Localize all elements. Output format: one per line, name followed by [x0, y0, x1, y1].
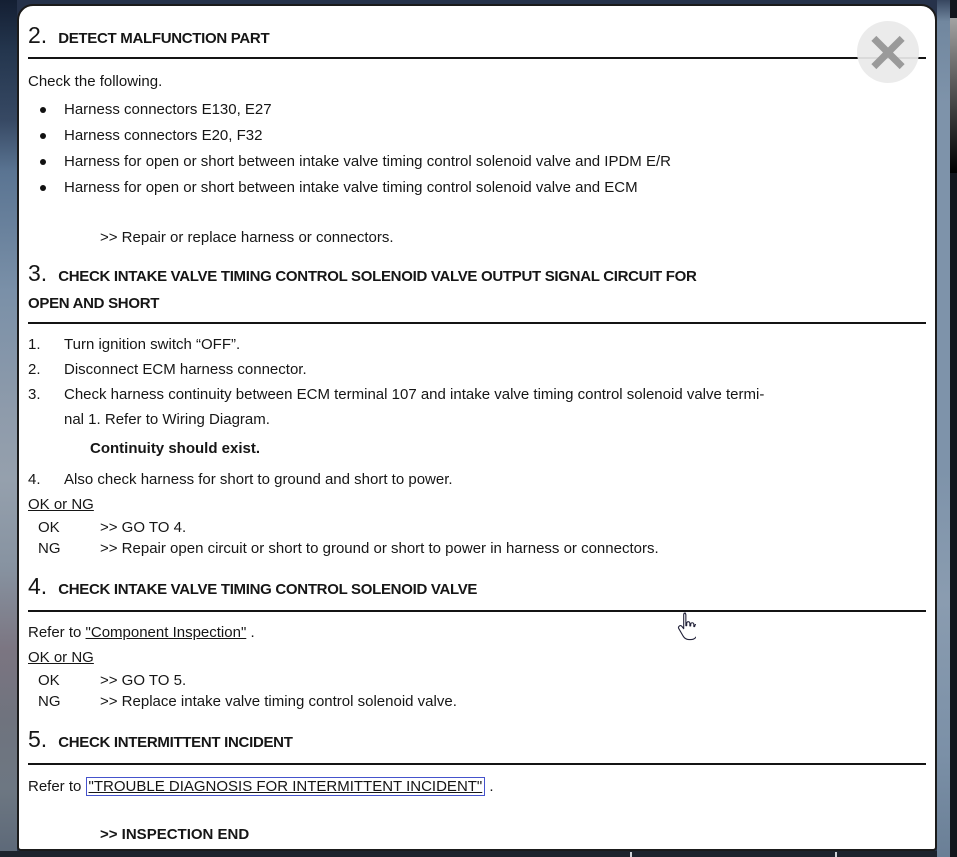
bullet-item: Harness connectors E130, E27 — [28, 97, 926, 123]
step-row — [28, 467, 926, 492]
step-text-line1: Check harness continuity between ECM terminal 107 and intake valve timing control solenoid valve termi- — [64, 386, 765, 403]
service-manual-dialog — [17, 4, 937, 851]
step-number: 2. — [28, 361, 41, 378]
result-label: OK — [38, 672, 60, 689]
section-2-heading — [28, 22, 926, 59]
result-label: OK — [38, 519, 60, 536]
result-text: >> GO TO 5. — [100, 672, 187, 689]
refer-prefix: Refer to — [28, 778, 86, 795]
step-text: Disconnect ECM harness connector. — [64, 361, 307, 378]
step-number: 4. — [28, 471, 41, 488]
result-text: >> Replace intake valve timing control solenoid valve. — [100, 693, 457, 710]
step-row — [28, 357, 926, 382]
result-row-ok — [28, 517, 926, 538]
section-title: CHECK INTERMITTENT INCIDENT — [58, 734, 293, 751]
background-left-strip — [0, 0, 17, 857]
result-text: >> Repair open circuit or short to ground or short to power in harness or connectors. — [100, 540, 659, 557]
inspection-end-action: >> INSPECTION END — [100, 826, 250, 843]
bullet-item: Harness for open or short between intake valve timing control solenoid valve and ECM — [28, 175, 926, 201]
section-3-note: Continuity should exist. — [90, 440, 261, 457]
trouble-diagnosis-link[interactable]: "TROUBLE DIAGNOSIS FOR INTERMITTENT INCIDENT" — [86, 777, 486, 796]
section-3-okng-row — [28, 492, 926, 517]
bottom-bar-separator — [835, 852, 837, 857]
step-text: Turn ignition switch “OFF”. — [64, 336, 241, 353]
scrollbar-thumb[interactable] — [950, 18, 957, 173]
bullet-item: Harness connectors E20, F32 — [28, 123, 926, 149]
scrollbar-track[interactable] — [950, 0, 957, 857]
ok-or-ng-label: OK or NG — [28, 649, 94, 666]
section-title: DETECT MALFUNCTION PART — [58, 30, 270, 47]
component-inspection-link[interactable]: "Component Inspection" — [85, 624, 247, 641]
section-number: 2. — [28, 22, 48, 48]
bottom-bar-separator — [630, 852, 632, 857]
refer-suffix: . — [485, 778, 494, 795]
refer-prefix: Refer to — [28, 624, 86, 641]
bottom-bar — [0, 851, 957, 857]
ok-or-ng-label: OK or NG — [28, 496, 94, 513]
result-row-ok — [28, 670, 926, 691]
result-row-ng — [28, 691, 926, 712]
close-button[interactable] — [857, 21, 919, 83]
step-text — [64, 382, 926, 432]
step-text-line2: nal 1. Refer to Wiring Diagram. — [64, 411, 270, 428]
section-title: CHECK INTAKE VALVE TIMING CONTROL SOLENOID VALVE — [58, 581, 478, 598]
section-4-okng-row — [28, 645, 926, 670]
section-4-heading — [28, 573, 926, 612]
section-5-refer-line — [28, 774, 926, 799]
result-label: NG — [38, 540, 61, 557]
section-title-line2: OPEN AND SHORT — [28, 295, 160, 312]
step-number: 1. — [28, 336, 41, 353]
step-row — [28, 382, 926, 432]
section-5-heading — [28, 726, 926, 765]
bullet-item: Harness for open or short between intake valve timing control solenoid valve and IPDM E/R — [28, 149, 926, 175]
section-number: 3. — [28, 260, 48, 286]
section-3-step-4 — [28, 467, 926, 492]
result-label: NG — [38, 693, 61, 710]
section-title-line1: CHECK INTAKE VALVE TIMING CONTROL SOLENOID VALVE OUTPUT SIGNAL CIRCUIT FOR — [58, 268, 697, 285]
refer-suffix: . — [246, 624, 255, 641]
section-4-refer-line — [28, 620, 926, 645]
section-3-heading — [28, 260, 926, 324]
section-number: 5. — [28, 726, 48, 752]
background-right-strip — [937, 0, 950, 857]
result-row-ng — [28, 538, 926, 559]
section-number: 4. — [28, 573, 48, 599]
step-number: 3. — [28, 386, 41, 403]
section-2-bullet-list — [28, 97, 926, 201]
section-2-action: >> Repair or replace harness or connectors. — [100, 229, 394, 246]
section-2-intro: Check the following. — [28, 73, 163, 90]
result-text: >> GO TO 4. — [100, 519, 187, 536]
step-row — [28, 332, 926, 357]
section-3-steps — [28, 332, 926, 432]
step-text: Also check harness for short to ground and short to power. — [64, 471, 453, 488]
